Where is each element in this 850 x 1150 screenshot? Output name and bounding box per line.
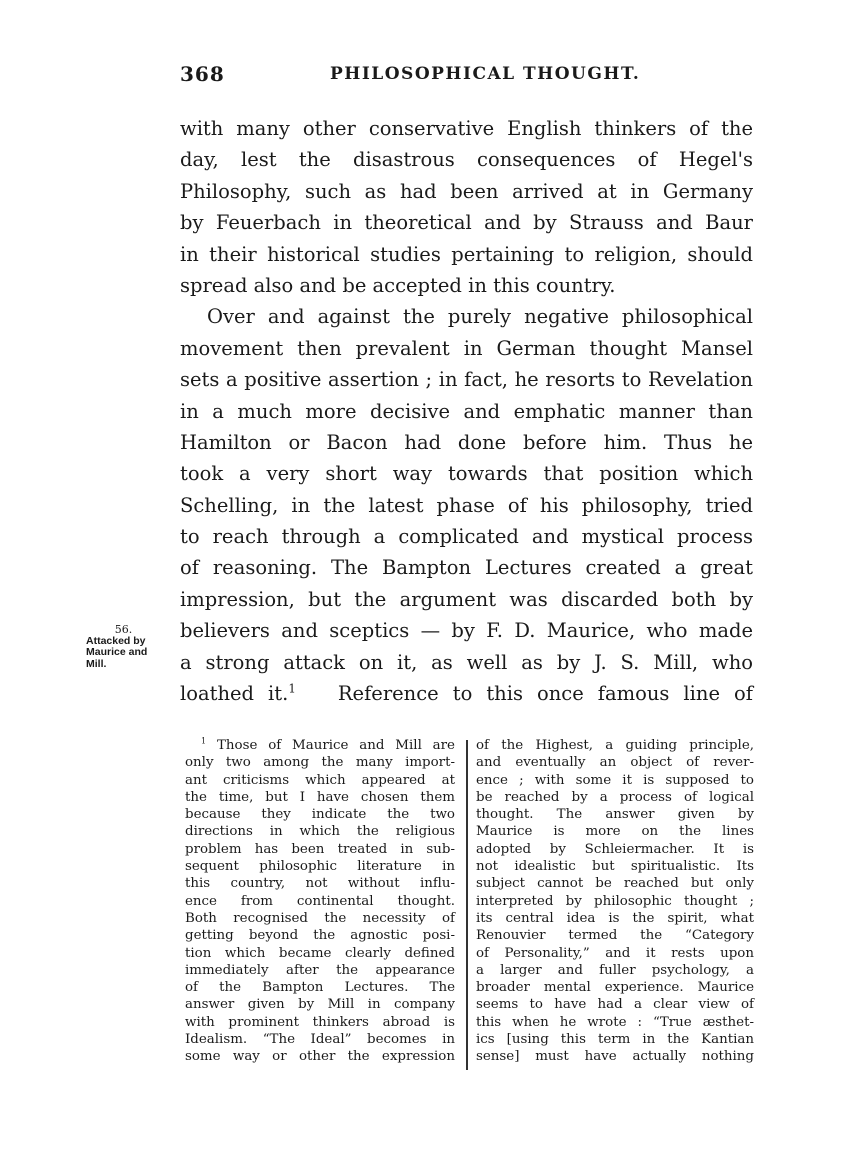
footnote-line: immediately after the appearance	[185, 962, 455, 978]
body-line: day, lest the disastrous consequences of Hegel's	[180, 148, 753, 172]
footnote-line: ics [using this term in the Kantian	[476, 1032, 754, 1048]
footnote-line: directions in which the religious	[185, 824, 455, 840]
footnote-line: this country, not without influ-	[185, 876, 455, 892]
footnote-line: thought. The answer given by	[476, 807, 754, 823]
footnote-line: Both recognised the necessity of	[185, 910, 455, 926]
page-header	[180, 62, 755, 92]
body-text	[180, 113, 753, 709]
footnote-line: sense] must have actually nothing	[476, 1049, 754, 1065]
body-line: spread also and be accepted in this country.	[180, 273, 616, 297]
body-line: Schelling, in the latest phase of his philosophy, tried	[180, 493, 753, 517]
footnote-line: ence from continental thought.	[185, 893, 455, 909]
footnote-line: not idealistic but spiritualistic. Its	[476, 859, 754, 875]
column-divider	[466, 740, 468, 1070]
body-line: movement then prevalent in German thought Mansel	[180, 336, 753, 360]
footnote-left-column	[185, 737, 455, 1066]
sidenote-line: Mill.	[86, 657, 107, 670]
footnote-line: sequent philosophic literature in	[185, 859, 455, 875]
footnote-line: its central idea is the spirit, what	[476, 910, 754, 926]
footnote-line: of the Bampton Lectures. The	[185, 980, 455, 996]
body-line: with many other conservative English thinkers of the	[180, 117, 753, 140]
sidenote-line: Attacked by	[86, 634, 146, 647]
footnote-line: broader mental experience. Maurice	[476, 980, 754, 996]
footnote-line: Idealism. “The Ideal” becomes in	[185, 1032, 455, 1048]
footnote-line	[185, 737, 455, 754]
body-line: by Feuerbach in theoretical and by Strauss and Baur	[180, 211, 753, 235]
footnote-line: a larger and fuller psychology, a	[476, 962, 754, 978]
footnote-line: problem has been treated in sub-	[185, 841, 455, 857]
body-line: Hamilton or Bacon had done before him. Thus he	[180, 430, 753, 454]
footnote-line: adopted by Schleiermacher. It is	[476, 841, 754, 857]
body-line-with-footnote	[180, 678, 753, 709]
body-line: took a very short way towards that position which	[180, 462, 753, 486]
footnote-line: interpreted by philosophic thought ;	[476, 893, 754, 909]
footnote-line: with prominent thinkers abroad is	[185, 1014, 455, 1030]
footnote-line: tion which became clearly defined	[185, 945, 455, 961]
footnote-line: be reached by a process of logical	[476, 789, 754, 805]
footnote-right-column	[476, 737, 754, 1066]
body-line: in their historical studies pertaining to religion, should	[180, 242, 753, 266]
body-text-fragment: loathed it.	[180, 682, 289, 706]
footnote-line: subject cannot be reached but only	[476, 876, 754, 892]
body-line: sets a positive assertion ; in fact, he resorts to Revelation	[180, 368, 753, 392]
footnote-line: Maurice is more on the lines	[476, 824, 754, 840]
body-line: a strong attack on it, as well as by J. S. Mill, who	[180, 650, 753, 674]
body-line: of reasoning. The Bampton Lectures created a great	[180, 556, 753, 580]
footnote-line: some way or other the expression	[185, 1049, 455, 1065]
body-line: in a much more decisive and emphatic manner than	[180, 399, 753, 423]
footnote-line: of Personality,” and it rests upon	[476, 945, 754, 961]
body-line: believers and sceptics — by F. D. Maurice, who made	[180, 619, 753, 643]
section-number: 56.	[114, 623, 133, 636]
body-line: impression, but the argument was discarded both by	[180, 587, 753, 611]
footnote-marker: 1	[201, 736, 207, 746]
footnote-line: Renouvier termed the “Category	[476, 928, 754, 944]
marginal-note	[86, 624, 181, 670]
footnote-text: Those of Maurice and Mill are	[216, 738, 455, 753]
footnote-line: because they indicate the two	[185, 807, 455, 823]
footnote-line: the time, but I have chosen them	[185, 789, 455, 805]
footnote-line: ence ; with some it is supposed to	[476, 772, 754, 788]
body-line: to reach through a complicated and mystical process	[180, 525, 753, 549]
footnote-line: of the Highest, a guiding principle,	[476, 738, 754, 753]
body-line: Over and against the purely negative philosophical	[207, 305, 753, 329]
footnote-line: getting beyond the agnostic posi-	[185, 928, 455, 944]
sidenote-line: Maurice and	[86, 646, 148, 658]
footnote-line: seems to have had a clear view of	[476, 997, 754, 1013]
page-number: 368	[180, 62, 225, 86]
running-title: PHILOSOPHICAL THOUGHT.	[330, 64, 641, 84]
footnote-line: ant criticisms which appeared at	[185, 772, 455, 788]
body-line: Philosophy, such as had been arrived at in Germany	[180, 179, 753, 203]
footnote-line: and eventually an object of rever-	[476, 755, 754, 771]
footnote-line: only two among the many import-	[185, 755, 455, 771]
footnote-line: answer given by Mill in company	[185, 997, 455, 1013]
footnote-reference[interactable]: 1	[288, 681, 296, 696]
body-text-fragment: Reference to this once famous line of	[337, 682, 753, 706]
footnote-line: this when he wrote : “True æsthet-	[476, 1014, 754, 1030]
